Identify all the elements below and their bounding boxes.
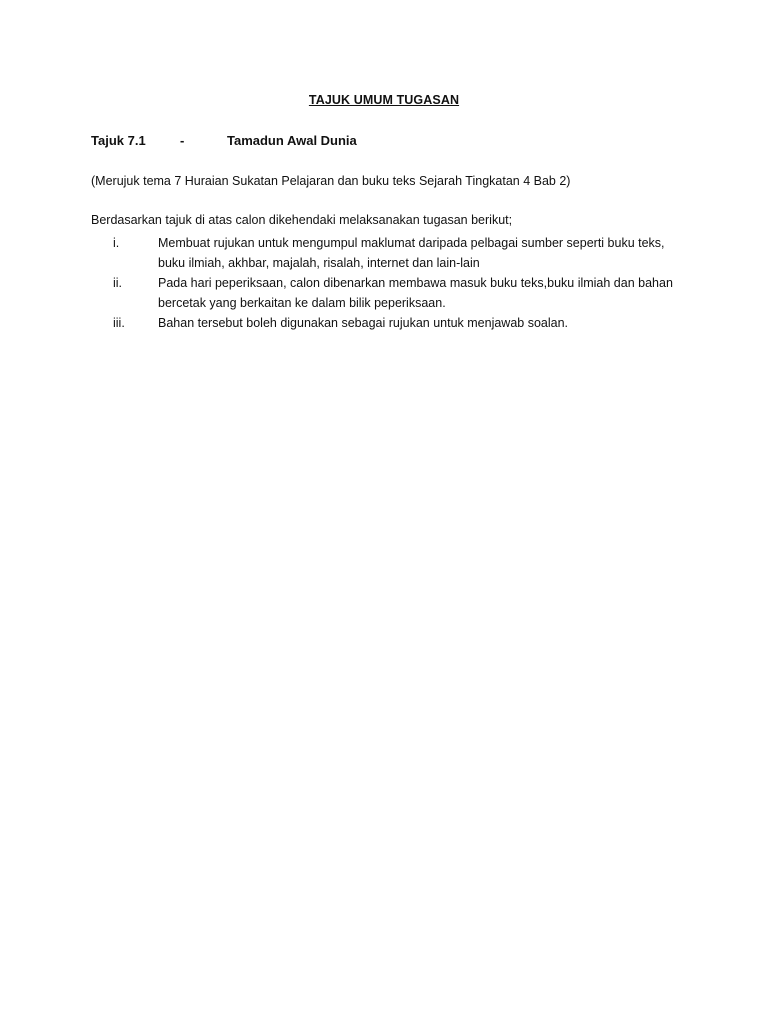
task-list <box>91 233 691 333</box>
list-item-number: ii. <box>113 276 123 290</box>
instructions-intro: Berdasarkan tajuk di atas calon dikehendaki melaksanakan tugasan berikut; <box>91 213 513 227</box>
list-item-text: Bahan tersebut boleh digunakan sebagai rujukan untuk menjawab soalan. <box>158 316 569 330</box>
list-item <box>91 233 691 273</box>
list-item <box>91 273 691 313</box>
list-item <box>91 313 691 333</box>
reference-note: (Merujuk tema 7 Huraian Sukatan Pelajaran dan buku teks Sejarah Tingkatan 4 Bab 2) <box>91 174 571 188</box>
topic-code: Tajuk 7.1 <box>91 133 146 148</box>
list-item-number: i. <box>113 236 120 250</box>
topic-name: Tamadun Awal Dunia <box>227 133 357 148</box>
topic-separator: - <box>180 133 185 148</box>
list-item-number: iii. <box>113 316 125 330</box>
list-item-text: Membuat rujukan untuk mengumpul maklumat daripada pelbagai sumber seperti buku teks, buku ilmiah, akhbar, majalah, risalah, internet dan lain-lain <box>158 236 665 270</box>
document-title: TAJUK UMUM TUGASAN <box>308 93 460 107</box>
list-item-text: Pada hari peperiksaan, calon dibenarkan membawa masuk buku teks,buku ilmiah dan bahan bercetak yang berkaitan ke dalam bilik peperiksaan. <box>158 276 673 310</box>
